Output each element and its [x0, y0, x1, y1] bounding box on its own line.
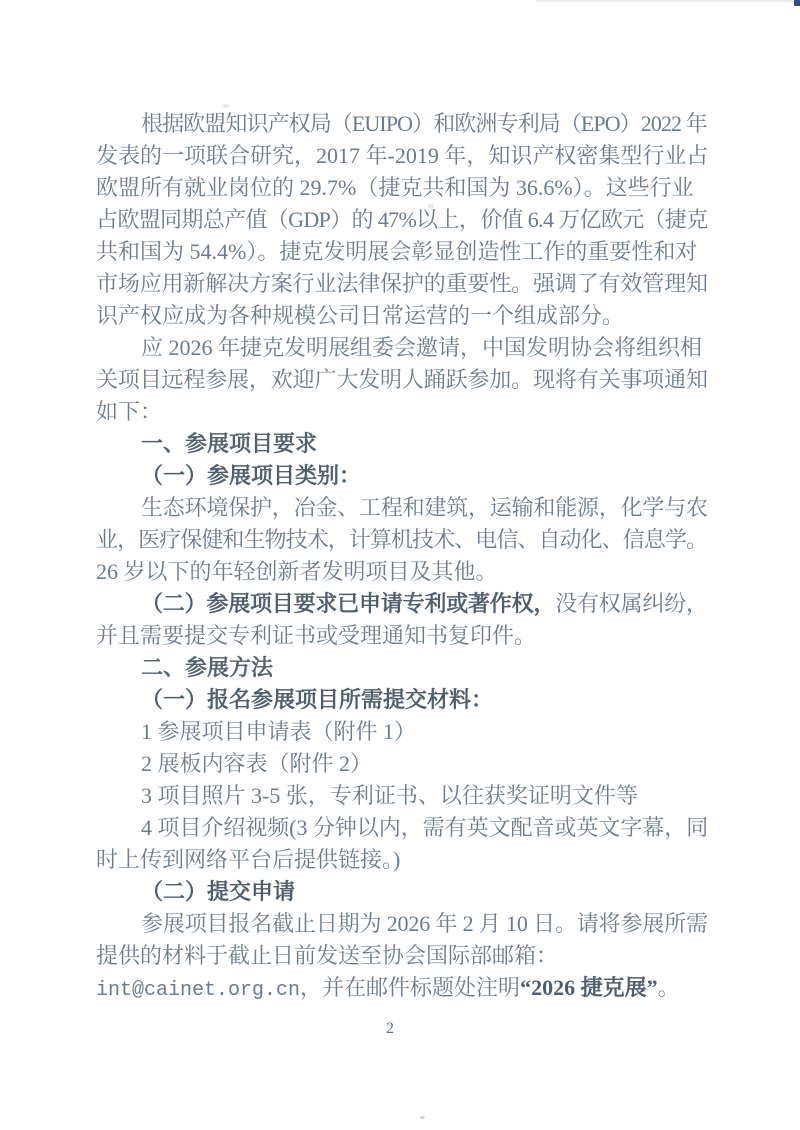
- scan-streak-artifact: [536, 0, 796, 2]
- text-line: [96, 140, 708, 172]
- text-line: [96, 588, 708, 620]
- text-segment-mono: int@cainet.org.cn: [96, 979, 301, 1002]
- text-segment-body: 1 参展项目申请表（附件 1）: [141, 719, 417, 744]
- text-line: [96, 300, 708, 332]
- text-segment-body: 4 项目介绍视频(3 分钟以内，需有英文配音或英文字幕，同: [141, 815, 709, 840]
- text-segment-body: 如下：: [96, 399, 163, 424]
- text-line: [96, 364, 708, 396]
- document-body: [96, 108, 708, 1004]
- text-segment-body: 2 展板内容表（附件 2）: [141, 751, 373, 776]
- text-segment-kai: （一）报名参展项目所需提交材料：: [141, 687, 494, 712]
- text-segment-hei: 一、参展项目要求: [141, 431, 318, 456]
- text-line: [96, 812, 708, 844]
- text-line: [96, 428, 708, 460]
- text-segment-body: 并且需要提交专利证书或受理通知书复印件。: [96, 623, 537, 648]
- text-segment-body: 发表的一项联合研究，2017 年-2019 年，知识产权密集型行业占: [96, 143, 709, 168]
- text-segment-bold: “2026 捷克展”: [520, 975, 658, 1000]
- text-segment-hei: 二、参展方法: [141, 655, 274, 680]
- text-line: [96, 876, 708, 908]
- text-line: [96, 236, 708, 268]
- text-segment-body: 参展项目报名截止日期为 2026 年 2 月 10 日。请将参展所需: [141, 911, 708, 936]
- text-line: [96, 908, 708, 940]
- text-segment-body: 根据欧盟知识产权局（EUIPO）和欧洲专利局（EPO）2022 年: [141, 111, 707, 136]
- text-line: [96, 332, 708, 364]
- text-line: [96, 396, 708, 428]
- text-segment-body: 26 岁以下的年轻创新者发明项目及其他。: [96, 559, 498, 584]
- text-segment-body: ，并在邮件标题处注明: [300, 975, 521, 1000]
- scan-smudge: [420, 1116, 425, 1119]
- text-line: [96, 972, 708, 1004]
- text-line: [96, 748, 708, 780]
- scan-corner-artifact: [794, 0, 800, 6]
- text-segment-kai: （一）参展项目类别：: [141, 463, 362, 488]
- text-segment-body: 占欧盟同期总产值（GDP）的 47%以上，价值 6.4 万亿欧元（捷克: [96, 207, 708, 232]
- text-segment-body: 业，医疗保健和生物技术，计算机技术、电信、自动化、信息学。: [96, 527, 708, 552]
- text-segment-body: 市场应用新解决方案行业法律保护的重要性。强调了有效管理知: [96, 271, 708, 296]
- text-segment-body: 关项目远程参展，欢迎广大发明人踊跃参加。现将有关事项通知: [96, 367, 708, 392]
- text-segment-kai: （二）参展项目要求已申请专利或著作权，: [141, 591, 556, 616]
- text-segment-body: 共和国为 54.4%）。捷克发明展会彰显创造性工作的重要性和对: [96, 239, 698, 264]
- text-line: [96, 684, 708, 716]
- text-line: [96, 268, 708, 300]
- text-line: [96, 172, 708, 204]
- text-line: [96, 204, 708, 236]
- text-line: [96, 780, 708, 812]
- text-line: [96, 524, 708, 556]
- text-segment-body: 识产权应成为各种规模公司日常运营的一个组成部分。: [96, 303, 625, 328]
- text-line: [96, 556, 708, 588]
- text-line: [96, 460, 708, 492]
- text-line: [96, 940, 708, 972]
- text-line: [96, 108, 708, 140]
- text-line: [96, 492, 708, 524]
- text-segment-body: 提供的材料于截止日前发送至协会国际部邮箱：: [96, 943, 559, 968]
- page-number: 2: [386, 1020, 394, 1037]
- text-segment-body: 应 2026 年捷克发明展组委会邀请，中国发明协会将组织相: [141, 335, 703, 360]
- text-segment-body: 生态环境保护，冶金、工程和建筑，运输和能源，化学与农: [141, 495, 708, 520]
- text-line: [96, 652, 708, 684]
- text-segment-body: 欧盟所有就业岗位的 29.7%（捷克共和国为 36.6%）。这些行业: [96, 175, 694, 200]
- text-segment-kai: （二）提交申请: [141, 879, 296, 904]
- text-segment-body: 没有权属纠纷，: [555, 591, 708, 616]
- text-line: [96, 716, 708, 748]
- text-segment-body: 。: [657, 975, 680, 1000]
- text-line: [96, 844, 708, 876]
- text-segment-body: 时上传到网络平台后提供链接。): [96, 847, 401, 872]
- text-segment-body: 3 项目照片 3-5 张，专利证书、以往获奖证明文件等: [141, 783, 638, 808]
- text-line: [96, 620, 708, 652]
